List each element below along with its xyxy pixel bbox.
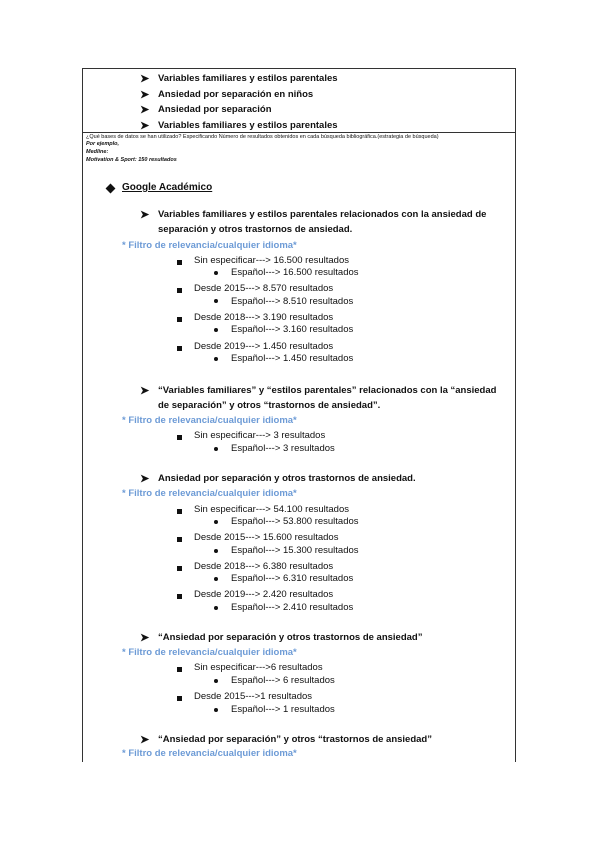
dot-bullet-icon (214, 549, 218, 553)
filter-label: * Filtro de relevancia/cualquier idioma* (122, 415, 297, 426)
dot-bullet-icon (214, 328, 218, 332)
result-line: Sin especificar---> 3 resultados (194, 430, 326, 441)
result-sub-line: Español---> 2.410 resultados (231, 602, 354, 613)
result-sub-line: Español---> 3.160 resultados (231, 324, 354, 335)
dot-bullet-icon (214, 447, 218, 451)
search-query: Ansiedad por separación y otros trastornos de ansiedad. (158, 473, 416, 484)
square-bullet-icon (177, 537, 182, 542)
result-sub-line: Español---> 1 resultados (231, 704, 335, 715)
result-line: Desde 2019---> 1.450 resultados (194, 341, 334, 352)
square-bullet-icon (177, 696, 182, 701)
result-line: Sin especificar--->6 resultados (194, 662, 323, 673)
result-sub-line: Español---> 6 resultados (231, 675, 335, 686)
search-query: “Variables familiares” y “estilos parentales” relacionados con la “ansiedad (158, 385, 497, 396)
arrow-bullet-icon: ➤ (140, 734, 150, 746)
result-line: Desde 2015--->1 resultados (194, 691, 313, 702)
search-query: “Ansiedad por separación” y otros “trastornos de ansiedad” (158, 734, 432, 745)
top-list-item: Ansiedad por separación (158, 104, 272, 115)
dot-bullet-icon (214, 271, 218, 275)
search-query: de separación” y otros “trastornos de ansiedad”. (158, 400, 381, 411)
arrow-bullet-icon: ➤ (140, 385, 150, 397)
result-sub-line: Español---> 8.510 resultados (231, 296, 354, 307)
arrow-bullet-icon: ➤ (140, 73, 150, 85)
question-motivation: Motivation & Sport: 150 resultados (86, 157, 177, 163)
arrow-bullet-icon: ➤ (140, 209, 150, 221)
divider (82, 132, 516, 133)
square-bullet-icon (177, 260, 182, 265)
arrow-bullet-icon: ➤ (140, 632, 150, 644)
search-query: separación y otros trastornos de ansiedad. (158, 224, 353, 235)
square-bullet-icon (177, 667, 182, 672)
dot-bullet-icon (214, 679, 218, 683)
square-bullet-icon (177, 435, 182, 440)
square-bullet-icon (177, 566, 182, 571)
square-bullet-icon (177, 288, 182, 293)
dot-bullet-icon (214, 708, 218, 712)
result-sub-line: Español---> 1.450 resultados (231, 353, 354, 364)
dot-bullet-icon (214, 606, 218, 610)
square-bullet-icon (177, 594, 182, 599)
dot-bullet-icon (214, 577, 218, 581)
filter-label: * Filtro de relevancia/cualquier idioma* (122, 240, 297, 251)
top-list-item: Variables familiares y estilos parentales (158, 120, 338, 131)
square-bullet-icon (177, 346, 182, 351)
arrow-bullet-icon: ➤ (140, 473, 150, 485)
result-sub-line: Español---> 16.500 resultados (231, 267, 359, 278)
top-list-item: Variables familiares y estilos parentales (158, 73, 338, 84)
result-line: Desde 2015---> 15.600 resultados (194, 532, 339, 543)
arrow-bullet-icon: ➤ (140, 120, 150, 132)
question-text: ¿Qué bases de datos se han utilizado? Especificando Número de resultados obtenidos en cada búsqueda bibliográfica.(estrategia de búsqueda) (86, 134, 439, 140)
result-line: Desde 2018---> 3.190 resultados (194, 312, 334, 323)
result-sub-line: Español---> 15.300 resultados (231, 545, 359, 556)
result-line: Desde 2019---> 2.420 resultados (194, 589, 334, 600)
arrow-bullet-icon: ➤ (140, 89, 150, 101)
result-sub-line: Español---> 53.800 resultados (231, 516, 359, 527)
filter-label: * Filtro de relevancia/cualquier idioma* (122, 748, 297, 759)
result-sub-line: Español---> 6.310 resultados (231, 573, 354, 584)
result-line: Desde 2015---> 8.570 resultados (194, 283, 334, 294)
arrow-bullet-icon: ➤ (140, 104, 150, 116)
result-line: Sin especificar---> 16.500 resultados (194, 255, 349, 266)
dot-bullet-icon (214, 520, 218, 524)
search-query: Variables familiares y estilos parentales relacionados con la ansiedad de (158, 209, 487, 220)
result-line: Desde 2018---> 6.380 resultados (194, 561, 334, 572)
dot-bullet-icon (214, 299, 218, 303)
database-heading: Google Académico (122, 182, 213, 193)
question-example: Por ejemplo, (86, 141, 120, 147)
result-sub-line: Español---> 3 resultados (231, 443, 335, 454)
search-query: “Ansiedad por separación y otros trastornos de ansiedad” (158, 632, 423, 643)
filter-label: * Filtro de relevancia/cualquier idioma* (122, 647, 297, 658)
question-medline: Medline: (86, 149, 109, 155)
top-list-item: Ansiedad por separación en niños (158, 89, 314, 100)
square-bullet-icon (177, 317, 182, 322)
result-line: Sin especificar---> 54.100 resultados (194, 504, 349, 515)
dot-bullet-icon (214, 357, 218, 361)
square-bullet-icon (177, 509, 182, 514)
filter-label: * Filtro de relevancia/cualquier idioma* (122, 488, 297, 499)
